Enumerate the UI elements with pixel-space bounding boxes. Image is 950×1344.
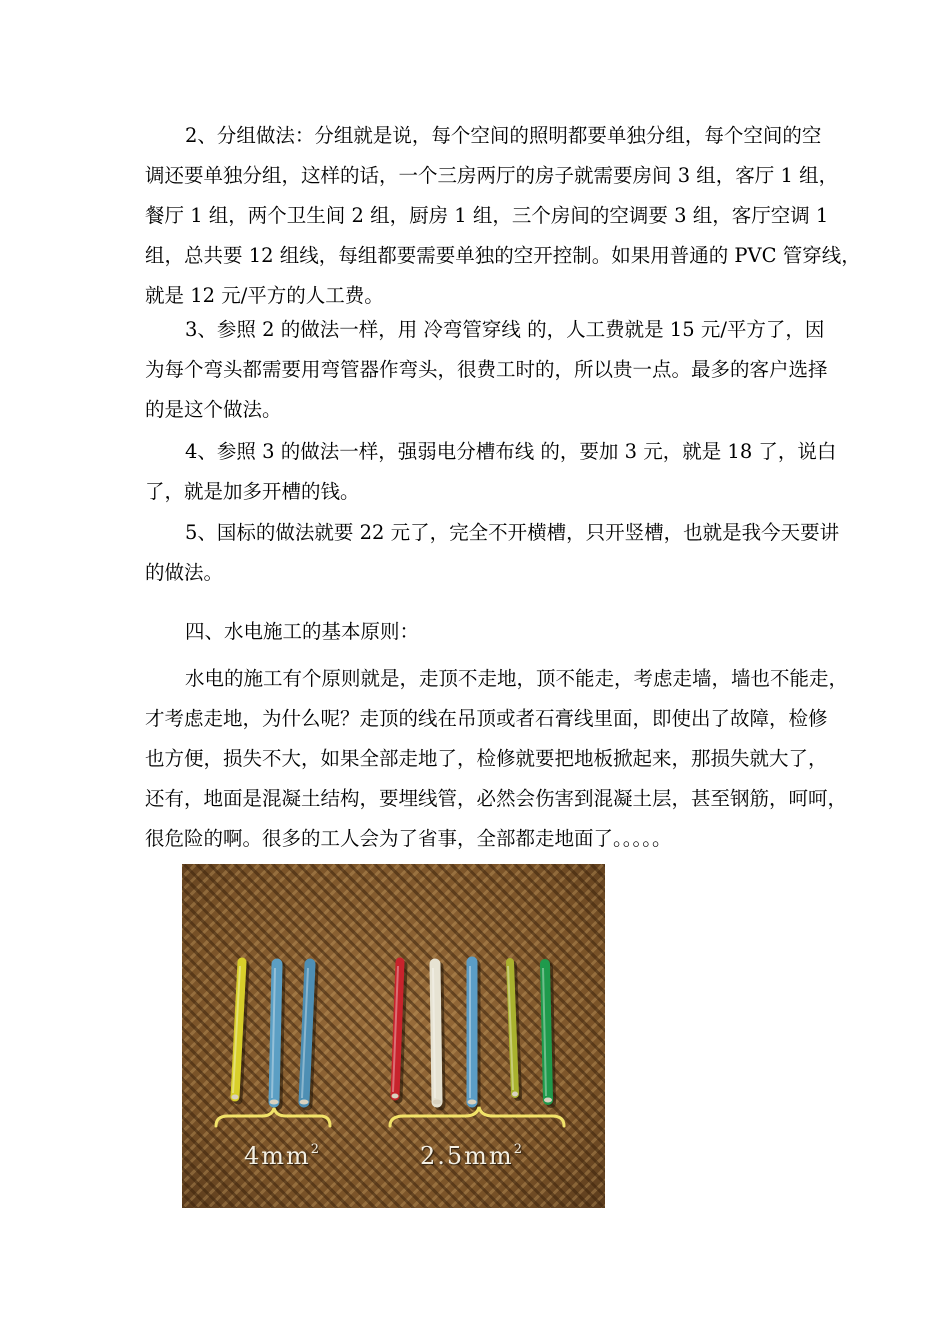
paragraph-principles (145, 659, 849, 859)
text-line: 的做法。 (145, 561, 224, 584)
label-2-5mm2 (420, 1142, 524, 1170)
paragraph-national-standard (145, 513, 840, 593)
wire-end (392, 1094, 399, 1099)
wire-end (468, 1100, 477, 1105)
section-heading-basic-principles (145, 612, 807, 652)
brace-marks (216, 1107, 564, 1126)
text-line: 4、参照 3 的做法一样，强弱电分槽布线 的，要加 3 元，就是 18 了，说白 (185, 440, 837, 463)
paragraph-cold-bend-pipe (145, 310, 828, 430)
brace-left (216, 1108, 330, 1126)
label-4mm-text: 4mm (244, 1142, 311, 1170)
text-line: 四、水电施工的基本原则： (185, 620, 420, 643)
wire-end (433, 1100, 442, 1105)
text-line: 餐厅 1 组，两个卫生间 2 组，厨房 1 组，三个房间的空调要 3 组，客厅空调 1 (145, 204, 829, 227)
wire-end (270, 1100, 279, 1105)
text-line: 2、分组做法：分组就是说，每个空间的照明都要单独分组，每个空间的空 (185, 124, 822, 147)
text-line: 就是 12 元/平方的人工费。 (145, 284, 384, 307)
wire-gauge-photo (182, 864, 605, 1208)
paragraph-grouping-method (145, 116, 861, 316)
paragraph-separate-slots (145, 432, 837, 512)
text-line: 3、参照 2 的做法一样，用 冷弯管穿线 的，人工费就是 15 元/平方了，因 (185, 318, 825, 341)
text-line: 为每个弯头都需要用弯管器作弯头，很费工时的，所以贵一点。最多的客户选择 (145, 358, 828, 381)
label-2-5mm-text: 2.5mm (420, 1142, 514, 1170)
text-line: 的是这个做法。 (145, 398, 282, 421)
text-line: 了，就是加多开槽的钱。 (145, 480, 360, 503)
text-line: 还有，地面是混凝土结构，要埋线管，必然会伤害到混凝土层，甚至钢筋，呵呵， (145, 787, 848, 810)
label-2-5mm-sup: 2 (513, 1142, 524, 1157)
text-line: 组，总共要 12 组线，每组都要需要单独的空开控制。如果用普通的 PVC 管穿线， (145, 244, 861, 267)
wire-end (300, 1100, 309, 1105)
text-line: 很危险的啊。很多的工人会为了省事，全部都走地面了。。。。。 (145, 827, 672, 850)
label-4mm-sup: 2 (310, 1142, 322, 1157)
text-line: 才考虑走地，为什么呢？走顶的线在吊顶或者石膏线里面，即使出了故障，检修 (145, 707, 828, 730)
text-line: 水电的施工有个原则就是，走顶不走地，顶不能走，考虑走墙，墙也不能走， (185, 667, 849, 690)
wire-end (544, 1098, 552, 1103)
brace-right (390, 1107, 564, 1126)
text-line: 5、国标的做法就要 22 元了，完全不开横槽，只开竖槽，也就是我今天要讲 (185, 521, 840, 544)
label-4mm2 (244, 1142, 321, 1170)
text-line: 也方便，损失不大，如果全部走地了，检修就要把地板掀起来，那损失就大了， (145, 747, 828, 770)
wire-end (232, 1095, 239, 1100)
wire-end (512, 1092, 518, 1097)
text-line: 调还要单独分组，这样的话，一个三房两厅的房子就需要房间 3 组，客厅 1 组， (145, 164, 839, 187)
